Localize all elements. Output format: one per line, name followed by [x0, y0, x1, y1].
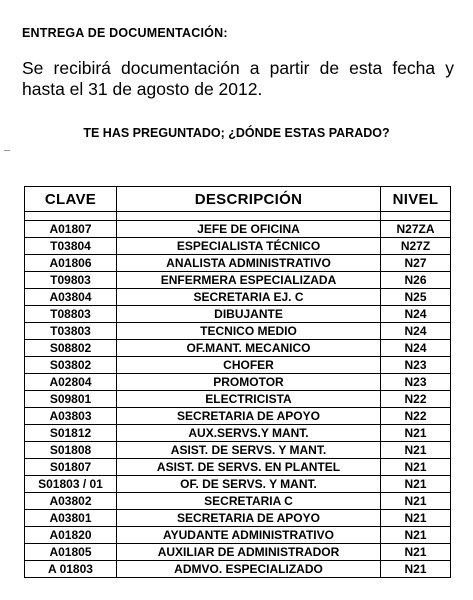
table-row [25, 289, 451, 306]
cell-descripcion: ESPECIALISTA TÉCNICO [117, 238, 381, 255]
cell-nivel: N21 [381, 476, 451, 493]
cell-descripcion: AUXILIAR DE ADMINISTRADOR [117, 544, 381, 561]
table-row [25, 561, 451, 578]
table-row [25, 238, 451, 255]
cell-nivel: N25 [381, 289, 451, 306]
cell-clave: S01808 [25, 442, 117, 459]
cell-clave: S08802 [25, 340, 117, 357]
cell-clave: A03801 [25, 510, 117, 527]
cell-nivel: N21 [381, 510, 451, 527]
cell-descripcion: PROMOTOR [117, 374, 381, 391]
cell-nivel: N21 [381, 493, 451, 510]
cell-nivel: N21 [381, 527, 451, 544]
table-row [25, 544, 451, 561]
cell-nivel: N22 [381, 391, 451, 408]
document-heading: ENTREGA DE DOCUMENTACIÓN: [22, 26, 228, 40]
table-row [25, 221, 451, 238]
cell-nivel: N26 [381, 272, 451, 289]
cell-nivel: N24 [381, 306, 451, 323]
cell-nivel: N21 [381, 561, 451, 578]
cell-clave: A 01803 [25, 561, 117, 578]
cell-descripcion: ASIST. DE SERVS. Y MANT. [117, 442, 381, 459]
cell-descripcion: JEFE DE OFICINA [117, 221, 381, 238]
cell-nivel: N23 [381, 374, 451, 391]
table-row [25, 272, 451, 289]
spacer-cell [25, 212, 117, 221]
cell-clave: A01820 [25, 527, 117, 544]
header-nivel: NIVEL [381, 187, 451, 212]
header-descripcion: DESCRIPCIÓN [117, 187, 381, 212]
cell-clave: T08803 [25, 306, 117, 323]
cell-descripcion: OF. DE SERVS. Y MANT. [117, 476, 381, 493]
cell-descripcion: ADMVO. ESPECIALIZADO [117, 561, 381, 578]
cell-nivel: N27ZA [381, 221, 451, 238]
cell-clave: S01812 [25, 425, 117, 442]
cell-descripcion: OF.MANT. MECANICO [117, 340, 381, 357]
cell-clave: S01803 / 01 [25, 476, 117, 493]
cell-descripcion: ENFERMERA ESPECIALIZADA [117, 272, 381, 289]
cell-clave: S03802 [25, 357, 117, 374]
cell-nivel: N27Z [381, 238, 451, 255]
cell-clave: A01807 [25, 221, 117, 238]
cell-descripcion: SECRETARIA EJ. C [117, 289, 381, 306]
cell-descripcion: ELECTRICISTA [117, 391, 381, 408]
cell-descripcion: ANALISTA ADMINISTRATIVO [117, 255, 381, 272]
table-row [25, 306, 451, 323]
cell-nivel: N21 [381, 459, 451, 476]
cell-descripcion: SECRETARIA C [117, 493, 381, 510]
cell-descripcion: SECRETARIA DE APOYO [117, 408, 381, 425]
table-header-row [25, 187, 451, 212]
cell-clave: S01807 [25, 459, 117, 476]
table-row [25, 510, 451, 527]
cell-clave: T09803 [25, 272, 117, 289]
cell-clave: T03803 [25, 323, 117, 340]
cell-clave: T03804 [25, 238, 117, 255]
cell-nivel: N21 [381, 544, 451, 561]
cell-clave: S09801 [25, 391, 117, 408]
cell-nivel: N22 [381, 408, 451, 425]
table-row [25, 493, 451, 510]
table-row [25, 323, 451, 340]
cell-clave: A03804 [25, 289, 117, 306]
cell-nivel: N21 [381, 442, 451, 459]
cell-nivel: N24 [381, 323, 451, 340]
cell-descripcion: AYUDANTE ADMINISTRATIVO [117, 527, 381, 544]
cell-nivel: N23 [381, 357, 451, 374]
margin-mark [4, 150, 10, 151]
cell-descripcion: TECNICO MEDIO [117, 323, 381, 340]
cell-clave: A01806 [25, 255, 117, 272]
cell-descripcion: ASIST. DE SERVS. EN PLANTEL [117, 459, 381, 476]
table-row [25, 442, 451, 459]
table-row [25, 255, 451, 272]
cell-descripcion: DIBUJANTE [117, 306, 381, 323]
cell-descripcion: SECRETARIA DE APOYO [117, 510, 381, 527]
cell-clave: A02804 [25, 374, 117, 391]
table-row [25, 391, 451, 408]
header-clave: CLAVE [25, 187, 117, 212]
cell-nivel: N27 [381, 255, 451, 272]
table-row [25, 476, 451, 493]
positions-table [24, 186, 451, 578]
table-row [25, 357, 451, 374]
table-row [25, 374, 451, 391]
intro-paragraph: Se recibirá documentación a partir de esta fecha y hasta el 31 de agosto de 2012. [22, 58, 454, 99]
table-row [25, 408, 451, 425]
table-row [25, 425, 451, 442]
cell-descripcion: CHOFER [117, 357, 381, 374]
cell-clave: A03803 [25, 408, 117, 425]
table-row [25, 459, 451, 476]
spacer-cell [117, 212, 381, 221]
table-row [25, 527, 451, 544]
cell-descripcion: AUX.SERVS.Y MANT. [117, 425, 381, 442]
spacer-cell [381, 212, 451, 221]
cell-nivel: N21 [381, 425, 451, 442]
cell-nivel: N24 [381, 340, 451, 357]
table-row [25, 340, 451, 357]
table-spacer-row [25, 212, 451, 221]
question-line: TE HAS PREGUNTADO; ¿DÓNDE ESTAS PARADO? [83, 126, 390, 140]
cell-clave: A01805 [25, 544, 117, 561]
cell-clave: A03802 [25, 493, 117, 510]
